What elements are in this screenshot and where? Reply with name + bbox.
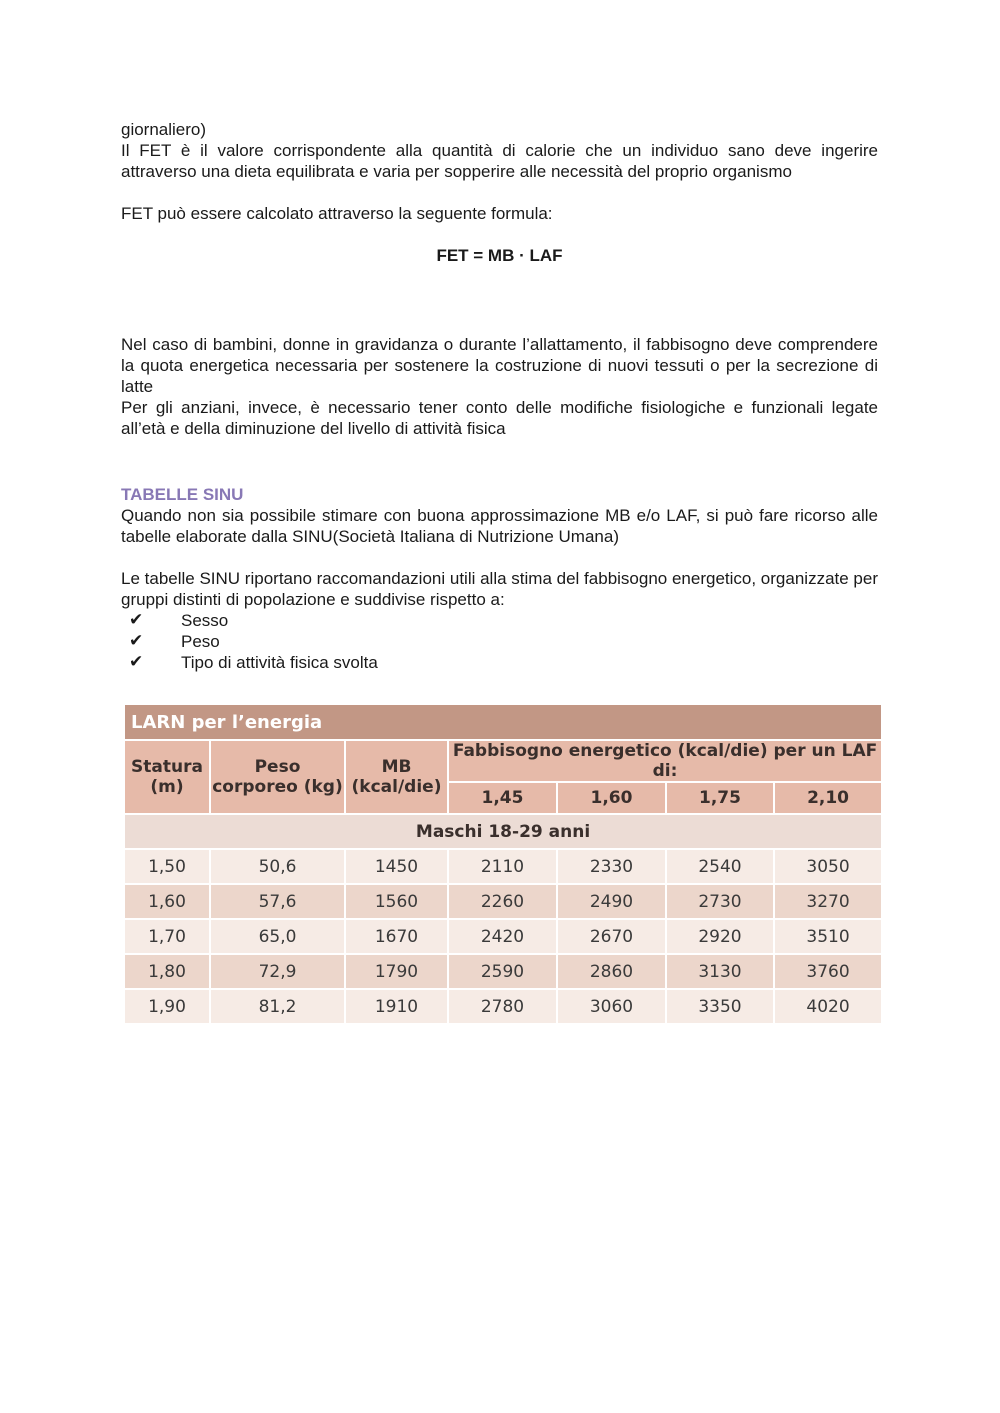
paragraph-sinu-intro: Quando non sia possibile stimare con buona approssimazione MB e/o LAF, si può fare ricorso alle tabelle elaborate dalla SINU(Società Italiana di Nutrizione Umana) xyxy=(121,506,878,546)
header-laf: 1,60 xyxy=(557,782,666,814)
larn-energy-table xyxy=(123,703,883,1025)
paragraph-sinu-tables: Le tabelle SINU riportano raccomandazioni utili alla stima del fabbisogno energetico, organizzate per gruppi distinti di popolazione e suddivise rispetto a: xyxy=(121,569,878,609)
checkmark-icon: ✔ xyxy=(129,610,144,630)
list-item: ✔ Tipo di attività fisica svolta xyxy=(121,652,878,673)
spacer xyxy=(121,224,878,245)
document-body xyxy=(121,119,878,673)
header-fabbisogno: Fabbisogno energetico (kcal/die) per un LAF di: xyxy=(448,740,882,782)
spacer xyxy=(121,439,878,484)
table-title: LARN per l’energia xyxy=(124,704,882,740)
header-laf: 1,45 xyxy=(448,782,557,814)
paragraph-elderly: Per gli anziani, invece, è necessario tener conto delle modifiche fisiologiche e funzionali legate all’età e della diminuzione del livello di attività fisica xyxy=(121,398,878,438)
criteria-list xyxy=(121,610,878,673)
checkmark-icon: ✔ xyxy=(129,631,144,651)
header-peso: Peso corporeo (kg) xyxy=(210,740,345,814)
spacer xyxy=(121,547,878,568)
header-laf: 1,75 xyxy=(666,782,774,814)
header-laf: 2,10 xyxy=(774,782,882,814)
spacer xyxy=(121,266,878,334)
table-row: 1,90 81,2 1910 2780 3060 3350 4020 xyxy=(124,989,882,1024)
paragraph-continuation: giornaliero) xyxy=(121,120,207,139)
paragraph-children-pregnancy: Nel caso di bambini, donne in gravidanza o durante l’allattamento, il fabbisogno deve comprendere la quota energetica necessaria per sostenere la costruzione di nuovi tessuti o per la secrezione di latte xyxy=(121,335,878,396)
group-label: Maschi 18-29 anni xyxy=(124,814,882,849)
list-item: ✔ Sesso xyxy=(121,610,878,631)
spacer xyxy=(121,182,878,203)
table-row: 1,50 50,6 1450 2110 2330 2540 3050 xyxy=(124,849,882,884)
list-item: ✔ Peso xyxy=(121,631,878,652)
table-row: 1,70 65,0 1670 2420 2670 2920 3510 xyxy=(124,919,882,954)
section-title: TABELLE SINU xyxy=(121,485,244,504)
header-statura: Statura (m) xyxy=(124,740,210,814)
paragraph-fet-definition: Il FET è il valore corrispondente alla quantità di calorie che un individuo sano deve ingerire attraverso una dieta equilibrata e varia per sopperire alle necessità del proprio organismo xyxy=(121,141,878,181)
table-row: 1,60 57,6 1560 2260 2490 2730 3270 xyxy=(124,884,882,919)
header-mb: MB (kcal/die) xyxy=(345,740,448,814)
table-row: 1,80 72,9 1790 2590 2860 3130 3760 xyxy=(124,954,882,989)
checkmark-icon: ✔ xyxy=(129,652,144,672)
paragraph-formula-intro: FET può essere calcolato attraverso la seguente formula: xyxy=(121,204,553,223)
formula: FET = MB · LAF xyxy=(436,246,563,265)
